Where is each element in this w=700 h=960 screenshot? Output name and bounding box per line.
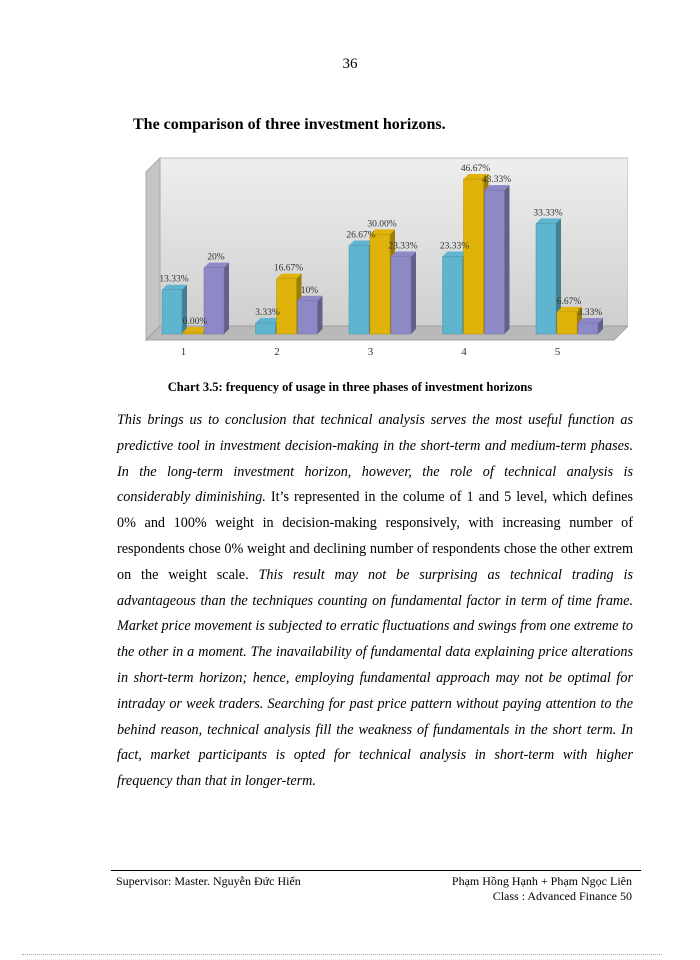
- bar-1-1: [162, 290, 182, 334]
- data-label-3-2: 30.00%: [367, 219, 397, 230]
- x-tick-label-4: 4: [461, 346, 467, 358]
- body-text-italic-1: This brings us to conclusion that technical analysis serves the most useful function as predictive tool in investment decision-making in the short-term and medium-term phases. In the long-term investment horizon, however, the role of technical analysis is considerably diminishing.: [117, 412, 633, 506]
- data-label-1-3: 20%: [207, 252, 225, 263]
- bar-3-1: [349, 245, 369, 334]
- data-label-4-1: 23.33%: [439, 241, 470, 252]
- section-title: The comparison of three investment horizons.: [133, 116, 446, 133]
- bar-side-1-3: [224, 263, 229, 334]
- bar-2-2: [277, 279, 297, 334]
- bar-4-2: [464, 179, 484, 334]
- bar-5-2: [557, 312, 577, 334]
- body-text-italic-2: This result may not be surprising as technical trading is advantageous than the techniques counting on fundamental factor in term of time frame. Market price movement is subjected to erratic fluctuations and swings from one extreme to the other in a moment. The inavailability of fundamental data explaining price alterations in short-term horizon; hence, employing fundamental approach may not be optimal for intraday or week traders. Searching for past price pattern without paying attention to the behind reason, technical analysis fill the weakness of fundamentals in the short term. In fact, market participants is opted for technical analysis in short-term with higher frequency than that in longer-term.: [117, 566, 633, 790]
- page-number: 36: [342, 56, 358, 72]
- body-paragraph: [117, 408, 633, 795]
- bar-side-4-3: [505, 185, 510, 334]
- data-label-5-1: 33.33%: [533, 208, 563, 219]
- data-label-1-1: 13.33%: [159, 274, 189, 285]
- chart-x-ticks: [181, 346, 561, 358]
- bar-3-3: [391, 257, 411, 334]
- data-label-2-1: 3.33%: [255, 307, 280, 318]
- data-label-4-2: 46.67%: [460, 164, 491, 175]
- bar-2-3: [298, 301, 318, 334]
- data-label-3-3: 23.33%: [388, 241, 418, 252]
- data-label-3-1: 26.67%: [346, 230, 376, 241]
- data-label-5-2: 6.67%: [556, 296, 582, 307]
- x-tick-label-3: 3: [367, 346, 374, 358]
- page-bottom-border: [22, 954, 662, 955]
- bar-3-2: [370, 234, 390, 334]
- bar-side-2-3: [318, 296, 323, 334]
- bar-chart: [138, 156, 628, 362]
- bar-5-1: [536, 223, 556, 334]
- bar-1-2: [183, 332, 203, 334]
- bar-4-3: [485, 190, 505, 334]
- x-tick-label-5: 5: [554, 346, 561, 358]
- bar-4-1: [443, 257, 463, 334]
- body-text-regular: It’s represented in the colume of 1 and 5 level, which defines 0% and 100% weight in decision-making responsively, with increasing number of respondents chose 0% weight and declining number of respondents chose the other extrem on the weight scale.: [117, 489, 633, 583]
- footer-rule: [111, 870, 641, 871]
- bar-2-1: [256, 323, 276, 334]
- x-tick-label-2: 2: [274, 346, 280, 358]
- bar-5-3: [578, 323, 598, 334]
- x-tick-label-1: 1: [180, 346, 187, 358]
- data-label-4-3: 43.33%: [481, 175, 512, 186]
- chart-caption: Chart 3.5: frequency of usage in three phases of investment horizons: [167, 380, 533, 394]
- data-label-5-3: 3.33%: [577, 307, 603, 318]
- chart-side-wall: [146, 158, 160, 340]
- footer-authors-block: [452, 874, 632, 904]
- footer-authors: Phạm Hồng Hạnh + Phạm Ngọc Liên: [451, 874, 632, 888]
- footer-supervisor: Supervisor: Master. Nguyễn Đức Hiển: [116, 874, 301, 888]
- data-label-2-3: 10%: [300, 285, 319, 296]
- footer-class: Class : Advanced Finance 50: [492, 889, 632, 903]
- bar-side-3-3: [411, 252, 416, 334]
- data-label-1-2: 0.00%: [182, 317, 208, 327]
- data-label-2-2: 16.67%: [273, 263, 304, 274]
